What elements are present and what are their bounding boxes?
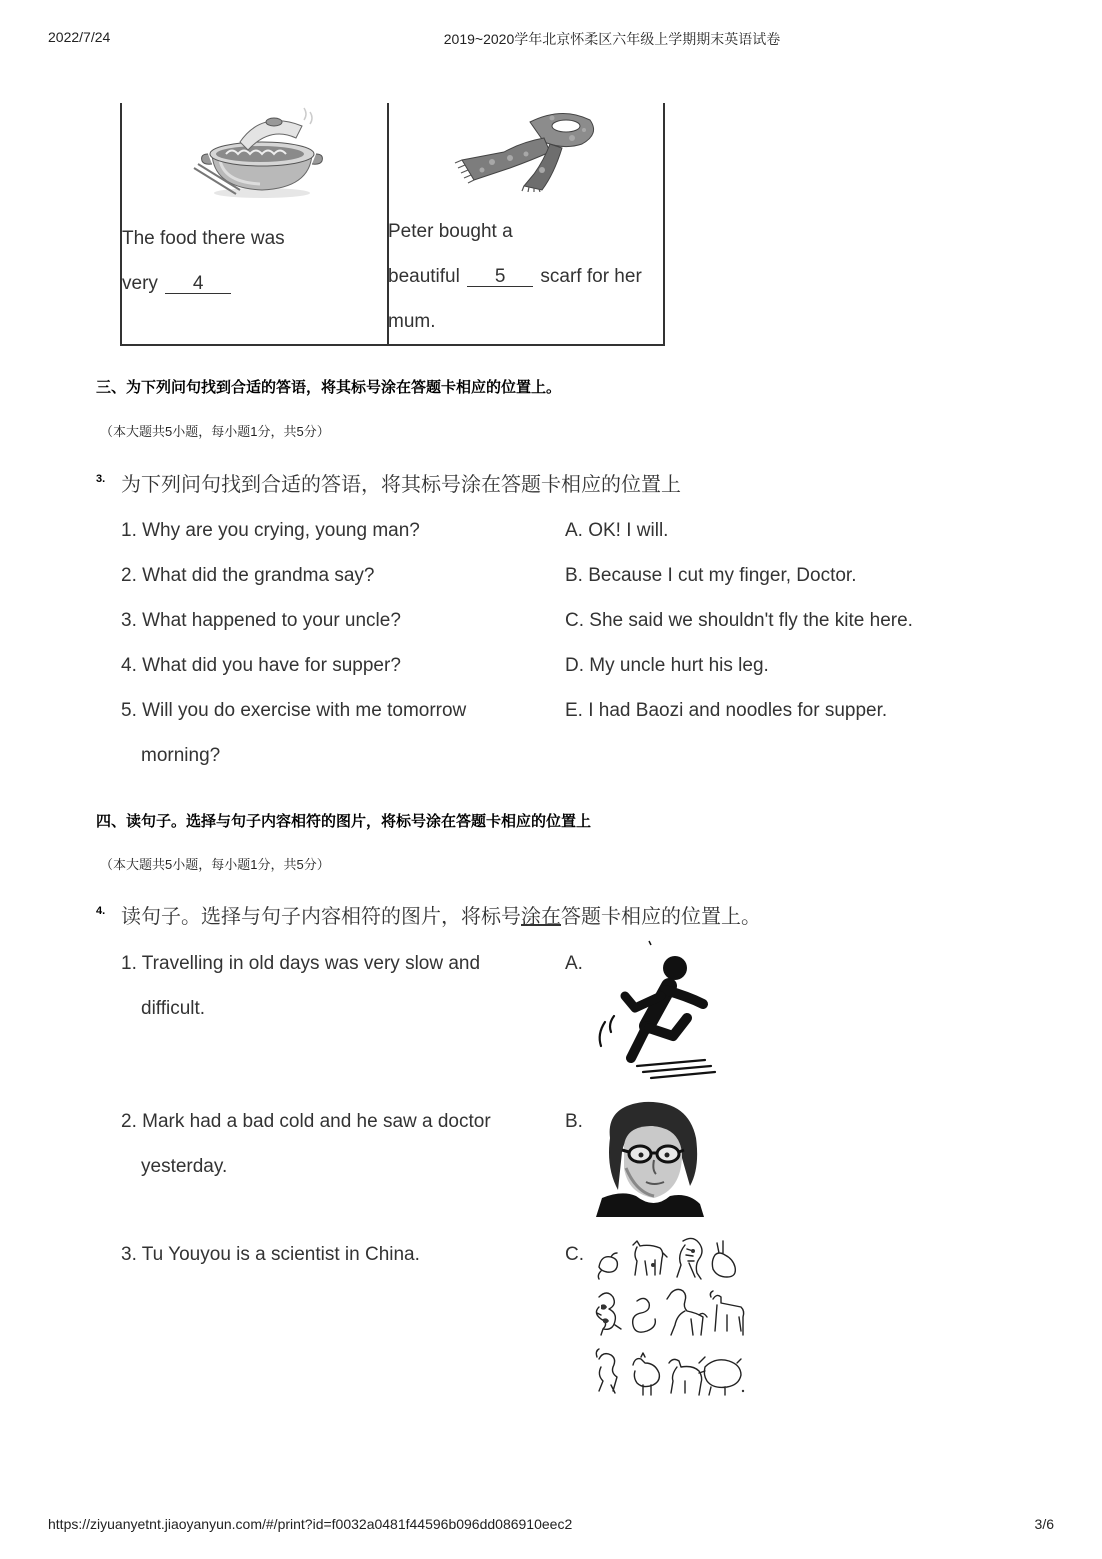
picture-question-1: [121, 941, 480, 1031]
picture-question-text-continued: difficult.: [141, 998, 206, 1019]
option-a-label: [565, 941, 583, 986]
cell-2-line-2: [388, 254, 642, 299]
option-b-label: [565, 1099, 583, 1144]
option-label: A.: [565, 953, 583, 974]
section-4-heading: 四、读句子。选择与句子内容相符的图片，将标号涂在答题卡相应的位置上: [96, 813, 592, 830]
question-item-continued: morning?: [141, 745, 221, 766]
question-3-instruction: 为下列问句找到合适的答语，将其标号涂在答题卡相应的位置上: [121, 474, 681, 496]
instruction-underlined: 涂在: [521, 906, 561, 928]
picture-question-text: 1. Travelling in old days was very slow and: [121, 953, 481, 974]
option-label: B.: [565, 1111, 583, 1132]
portrait-woman-image: [596, 1098, 704, 1217]
answer-list: [565, 508, 913, 733]
answer-option: E. I had Baozi and noodles for supper.: [565, 700, 888, 721]
option-label: C.: [565, 1244, 584, 1265]
table-cell-2-text: [388, 209, 642, 344]
section-3-note: （本大题共5小题，每小题1分，共5分）: [100, 424, 330, 439]
picture-question-text: 2. Mark had a bad cold and he saw a doctor: [121, 1111, 491, 1132]
instruction-part-2: 答题卡相应的位置上。: [561, 906, 761, 928]
section-4-note: （本大题共5小题，每小题1分，共5分）: [100, 857, 330, 872]
table-cell-1-text: [122, 216, 285, 306]
scarf-image: [452, 108, 598, 192]
question-3-number: 3.: [96, 473, 106, 485]
picture-question-text: 3. Tu Youyou is a scientist in China.: [121, 1244, 420, 1265]
slipping-person-image: [593, 940, 728, 1080]
cell-1-line-2: [122, 261, 285, 306]
answer-option: C. She said we shouldn't fly the kite here.: [565, 610, 913, 631]
picture-question-2: [121, 1099, 491, 1189]
print-date: 2022/7/24: [48, 29, 111, 45]
question-item: 2. What did the grandma say?: [121, 565, 375, 586]
document-title: 2019~2020学年北京怀柔区六年级上学期期末英语试卷: [443, 31, 781, 47]
question-item: 4. What did you have for supper?: [121, 655, 401, 676]
cell-2-blank-prefix: beautiful: [388, 266, 460, 287]
question-item: 5. Will you do exercise with me tomorrow: [121, 700, 467, 721]
question-4-instruction: [121, 905, 761, 929]
question-item: 3. What happened to your uncle?: [121, 610, 401, 631]
pot-of-food-image: [190, 104, 325, 199]
question-4-number: 4.: [96, 905, 106, 917]
picture-question-text-continued: yesterday.: [141, 1156, 228, 1177]
cell-2-line-3: mum.: [388, 311, 436, 332]
answer-option: B. Because I cut my finger, Doctor.: [565, 565, 857, 586]
cell-1-line-1: The food there was: [122, 228, 285, 249]
cell-2-blank-suffix: scarf for her: [540, 266, 642, 287]
option-c-label: [565, 1232, 584, 1277]
cell-2-line-1: Peter bought a: [388, 221, 513, 242]
answer-option: A. OK! I will.: [565, 520, 669, 541]
footer-url: https://ziyuanyetnt.jiaoyanyun.com/#/print?id=f0032a0481f44596b096dd086910eec2: [48, 1516, 573, 1532]
page-number: 3/6: [1034, 1516, 1054, 1532]
question-list: [121, 508, 466, 778]
question-item: 1. Why are you crying, young man?: [121, 520, 420, 541]
zodiac-animals-image: [593, 1235, 748, 1397]
instruction-part-1: 读句子。选择与句子内容相符的图片，将标号: [121, 906, 521, 928]
picture-question-3: [121, 1232, 420, 1277]
answer-blank-5: 5: [467, 267, 533, 287]
section-3-heading: 三、为下列问句找到合适的答语，将其标号涂在答题卡相应的位置上。: [96, 379, 562, 396]
answer-option: D. My uncle hurt his leg.: [565, 655, 769, 676]
cell-1-blank-prefix: very: [122, 273, 158, 294]
answer-blank-4: 4: [165, 274, 231, 294]
